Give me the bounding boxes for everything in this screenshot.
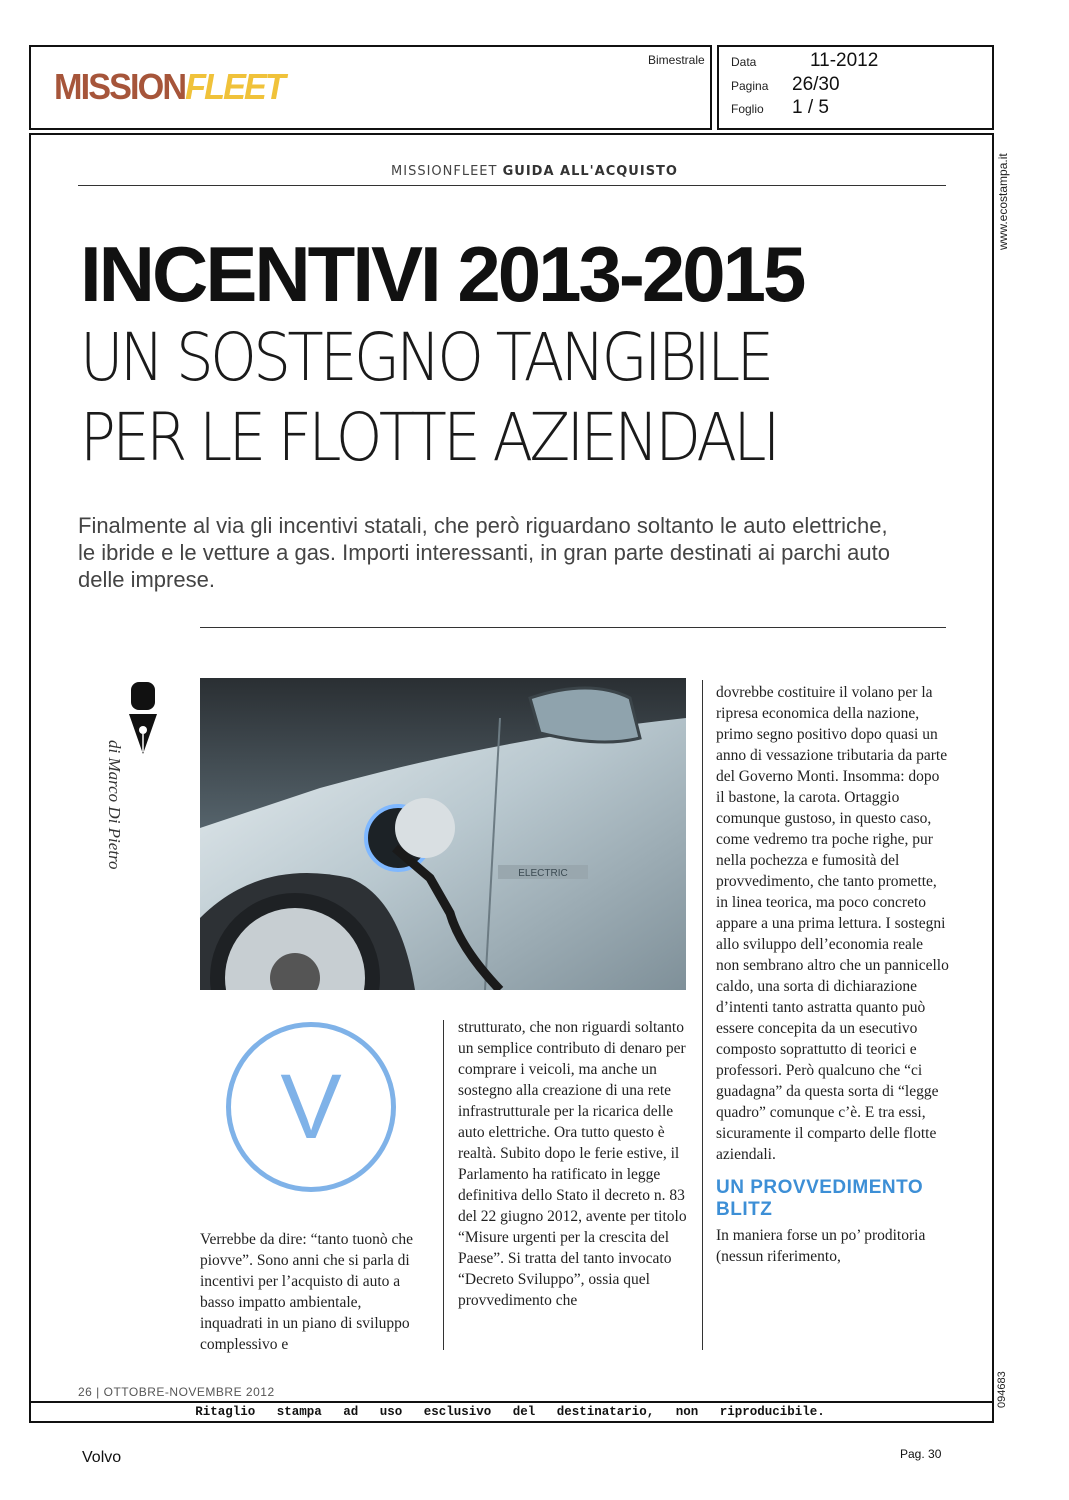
disclaimer-divider <box>29 1401 994 1403</box>
logo-fleet: FLEET <box>185 66 284 107</box>
section-name: GUIDA ALL'ACQUISTO <box>502 164 678 179</box>
column-divider-2 <box>702 680 703 1350</box>
column-2: strutturato, che non riguardi soltanto un semplice contributo di denaro per comprare i veicoli, ma anche un sostegno alla creazione di una rete infrastrutturale per la ricarica delle auto elettriche. Ora tutto questo è realtà. Subito dopo le ferie estive, il Parlamento ha ratificato in legge definitiva dello Stato il decreto n. 83 del 22 giugno 2012, avente per titolo “Misure urgenti per la crescita del Paese”. Si tratta del tanto invocato “Decreto Sviluppo”, ossia quel provvedimento che <box>458 1019 687 1309</box>
headline-line2: UN SOSTEGNO TANGIBILE <box>80 319 771 396</box>
section-prefix: MISSIONFLEET <box>391 164 498 179</box>
lead-paragraph: Finalmente al via gli incentivi statali, che però riguardano soltanto le auto elettriche, le ibride e le vetture a gas. Importi interessanti, in gran parte destinati ai parchi auto delle imprese. <box>78 513 891 592</box>
section-rule <box>78 185 946 186</box>
disclaimer: Ritaglio stampa ad uso esclusivo del destinatario, non riproducibile. <box>195 1405 825 1419</box>
car-charging-photo <box>200 678 686 990</box>
page-footer: 26 | OTTOBRE-NOVEMBRE 2012 <box>78 1385 275 1399</box>
column-3-body: dovrebbe costituire il volano per la ripresa economica della nazione, primo segno positivo dopo quasi un anno di vessazione tributaria da parte del Governo Monti. Insomma: dopo il bastone, la carota. Ortaggio comunque gustoso, in questo caso, come vedremo tra poche righe, pur nella pochezza e fumosità del provvedimento, che tanto promette, in linea teorica, ma poco concreto appare a una prima lettura. I sostegni allo sviluppo dell’economia reale non sembrano altro che un pannicello caldo, una sorta di dichiarazione d’intenti tanto astratta quanto può essere concepita da un esecutivo composto soprattutto di teorici e professori. Però qualcuno che “ci guadagna” da questa sorta di “legge quadro” comunque c’è. E tra essi, sicuramente il comparto delle flotte aziendali. <box>716 684 949 1163</box>
page-value: 26/30 <box>792 74 840 95</box>
section-label <box>0 164 1069 179</box>
logo-mission: MISSION <box>54 66 186 107</box>
fountain-pen-icon <box>123 680 163 764</box>
headline: INCENTIVI 2013-2015 <box>80 230 804 318</box>
byline: di Marco Di Pietro <box>105 740 124 870</box>
page-number: Pag. 30 <box>900 1447 942 1461</box>
side-url: www.ecostampa.it <box>996 153 1010 250</box>
publication-logo <box>54 66 284 108</box>
lead-rule <box>200 627 946 628</box>
drop-cap-circle <box>226 1022 396 1192</box>
column-3 <box>716 682 949 1267</box>
column-3-continued: In maniera forse un po’ proditoria (nessun riferimento, <box>716 1227 926 1265</box>
page-label: Pagina <box>731 79 769 93</box>
date-value: 11-2012 <box>810 50 879 71</box>
sheet-value: 1 / 5 <box>792 97 829 118</box>
headline-line3: PER LE FLOTTE AZIENDALI <box>80 399 777 476</box>
frequency-label: Bimestrale <box>648 53 705 67</box>
side-code: 094683 <box>996 1371 1008 1408</box>
sheet-label: Foglio <box>731 102 764 116</box>
drop-cap: V <box>280 1056 342 1158</box>
column-1: Verrebbe da dire: “tanto tuonò che piovve”. Sono anni che si parla di incentivi per l’acquisto di auto a basso impatto ambientale, inquadrati in un piano di sviluppo complessivo e <box>200 1231 414 1353</box>
subheading: UN PROVVEDIMENTO BLITZ <box>716 1177 924 1220</box>
brand-label: Volvo <box>82 1449 122 1466</box>
car-badge: ELECTRIC <box>518 868 568 879</box>
column-divider-1 <box>443 1020 444 1350</box>
date-label: Data <box>731 55 757 69</box>
